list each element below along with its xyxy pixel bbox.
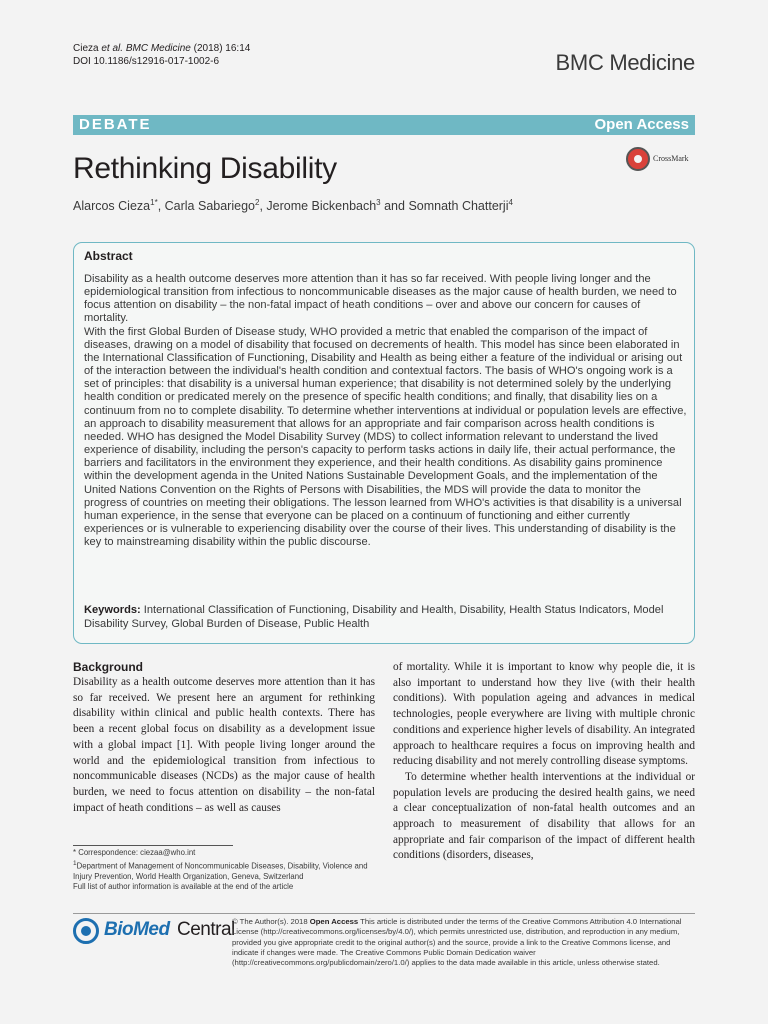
citation-block [73, 43, 250, 68]
footnote-divider [73, 845, 233, 846]
keywords [84, 604, 687, 631]
correspondence-note[interactable]: * Correspondence: ciezaa@who.int [73, 848, 196, 857]
author-list: Alarcos Cieza$^{1*}$, Carla Sabariego$^2$, Jerome Bickenbach$^3$ and Somnath Chatterji$^4$ [73, 198, 513, 214]
license-text: © The Author(s). 2018 Open Access This article is distributed under the terms of the Creative Commons Attribution 4.0 International License (http://creativecommons.org/licenses/by/4.0/), which permits unrestricted use, distribution, and reproduction in any medium, provided you give appropriate credit to the original author(s) and the source, provide a link to the Creative Commons license, and indicate if changes were made. The Creative Commons Public Domain Dedication waiver (http://creativecommons.org/publicdomain/zero/1.0/) applies to the data made available in this article, unless otherwise stated. [232, 917, 682, 968]
right-column [393, 660, 695, 864]
biomed-central-logo[interactable] [73, 916, 235, 948]
logo-biomed-text: BioMed [104, 919, 170, 940]
crossmark-icon [626, 147, 650, 171]
abstract-paragraph: With the first Global Burden of Disease study, WHO provided a metric that enabled the comparison of the impact of diseases, drawing on a model of disability that focused on decrements of health. This model has since been elaborated in the International Classification of Functioning, Disability and Health as being either a feature of the individual or arising out of the interaction between the individual's health condition and contextual factors. The basis of WHO's ongoing work is a set of principles: that disability is a universal human experience; that disability is not determined solely by the underlying health condition or predicated merely on the presence of specific health conditions; and finally, that disability lies on a continuum from no to complete disability. To determine whether interventions at individual or population levels are effective, an approach to disability measurement that allows for an appropriate and fair comparison across health conditions is needed. WHO has designed the Model Disability Survey (MDS) to collect information relevant to understand the lived experience of disability, including the person's capacity to perform tasks actions in daily life, their actual performance, the barriers and facilitators in the environment they experience, and their health conditions. As disability gains prominence within the development agenda in the United Nations Sustainable Development Goals, and the implementation of the United Nations Convention on the Rights of Persons with Disabilities, the MDS will provide the data to monitor the progress of countries on meeting their obligations. The lesson learned from WHO's activities is that disability is a universal human experience, in the sense that everyone can be placed on a continuum of functioning and either currently experiences or is vulnerable to experiencing disability over the course of their lives. This understanding of disability is the key to mainstreaming disability within the public discourse. [84, 325, 687, 549]
abstract-body [84, 273, 687, 549]
footer-divider [73, 913, 695, 914]
journal-name: BMC Medicine [555, 50, 695, 75]
affiliation-note: $^1$Department of Management of Noncommunicable Diseases, Disability, Violence and Injury Prevention, World Health Organization, Geneva, Switzerland [73, 859, 368, 881]
footnotes [73, 848, 373, 893]
abstract-heading: Abstract [84, 249, 133, 263]
section-heading-background: Background [73, 660, 144, 674]
crossmark-label: CrossMark [653, 154, 689, 163]
author-name[interactable]: Jerome Bickenbach [266, 199, 377, 214]
keywords-label: Keywords: [84, 604, 141, 616]
author-name[interactable]: Alarcos Cieza [73, 199, 151, 214]
logo-central-text: Central [177, 919, 235, 940]
crossmark-badge[interactable] [626, 147, 696, 173]
body-paragraph: Disability as a health outcome deserves more attention than it has so far received. We present here an argument for rethinking disability within clinical and public health contexts. There has been a recent global focus on disability as a development issue with a global impact [1]. With people living longer around the world and the epidemiological transition from infectious to noncommunicable diseases (NCDs) as the major cause of health burden, we need to focus attention on disability – the non-fatal impact of heath conditions – as well as causes [73, 676, 375, 814]
article-type-label: DEBATE [79, 116, 152, 133]
abstract-box [73, 242, 695, 644]
author-name[interactable]: Somnath Chatterji [408, 199, 509, 214]
author-name[interactable]: Carla Sabariego [164, 199, 255, 214]
doi-line[interactable]: DOI 10.1186/s12916-017-1002-6 [73, 55, 220, 67]
citation-line: Cieza et al. BMC Medicine (2018) 16:14 [73, 43, 251, 54]
keywords-list: International Classification of Functioning, Disability and Health, Disability, Health Status Indicators, Model Disability Survey, Global Burden of Disease, Public Health [84, 604, 664, 630]
body-paragraph: To determine whether health interventions at the individual or population levels are producing the desired health gains, we need a clear conceptualization of non-fatal health outcomes and an approach to measurement of disability that allows for an appropriate and fair comparison of the impact of different health conditions (disorders, diseases, [393, 770, 695, 862]
author-info-note: Full list of author information is available at the end of the article [73, 882, 294, 892]
biomed-central-logo-icon [73, 918, 99, 944]
body-paragraph: of mortality. While it is important to know why people die, it is also important to understand how they live (with their health conditions). With population ageing and advances in medical technologies, people everywhere are living with multiple chronic conditions and experience higher levels of disability. An integrated approach to healthcare requires a focus on improving health and reducing disability and not merely controlling disease symptoms. [393, 661, 695, 768]
open-access-label: Open Access [594, 116, 689, 133]
abstract-paragraph: Disability as a health outcome deserves more attention than it has so far received. With people living longer and the epidemiological transition from infectious to noncommunicable diseases as the major cause of health burden, we need to focus attention on disability – the non-fatal impact of heath conditions – over and above our concern for causes of mortality. [84, 273, 677, 325]
article-title: Rethinking Disability [73, 152, 337, 185]
article-type-bar [73, 115, 695, 135]
left-column [73, 660, 375, 816]
